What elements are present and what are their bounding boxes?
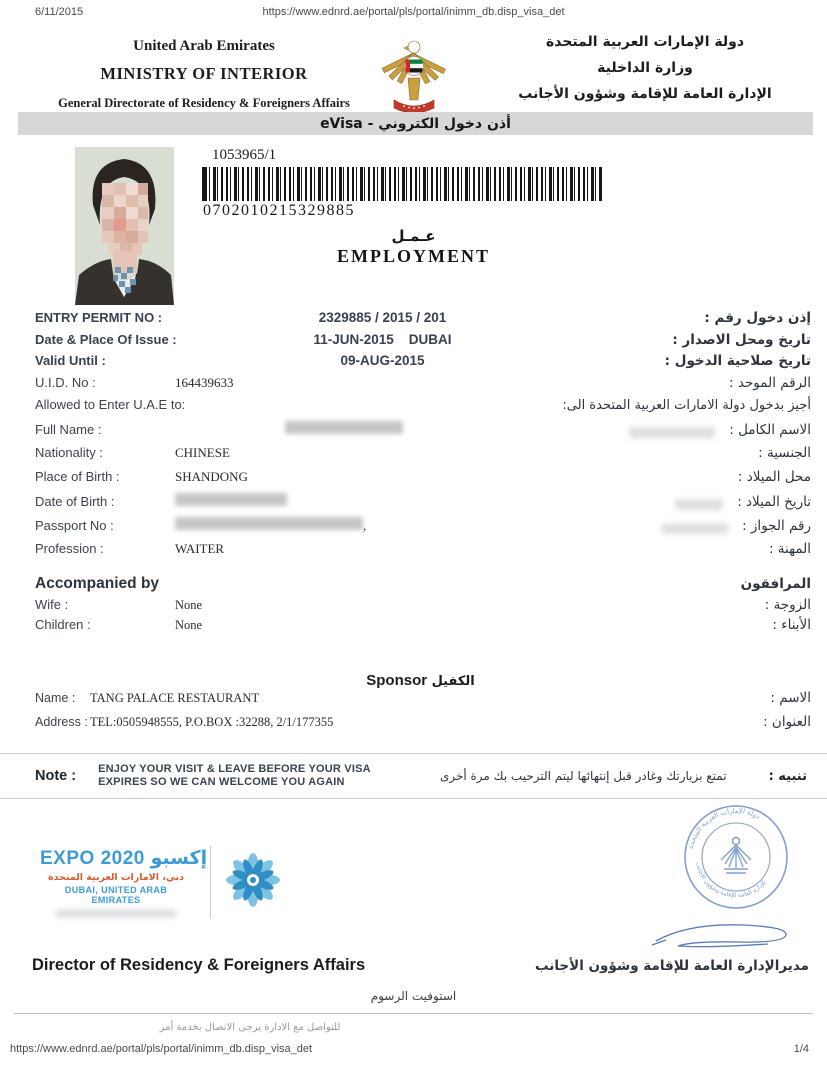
barcode (202, 167, 602, 201)
field-label-en: Address : (35, 715, 88, 729)
ministry-name-en: MINISTRY OF INTERIOR (100, 64, 308, 83)
field-uid-no (30, 375, 811, 397)
director-title-en: Director of Residency & Foreigners Affairs (32, 956, 366, 974)
expo-faded-line (56, 910, 176, 917)
field-label-en: Wife : (35, 596, 69, 612)
applicant-photo (75, 147, 174, 305)
field-sponsor-name (30, 690, 811, 714)
field-value: TANG PALACE RESTAURANT (90, 691, 260, 705)
note-label-ar: تنبيه : (768, 768, 807, 784)
country-name-en: United Arab Emirates (133, 38, 275, 54)
field-date-of-birth (30, 493, 811, 517)
fees-paid-text: استوفيت الرسوم (370, 989, 457, 1003)
directorate-name-en: General Directorate of Residency & Foreigners Affairs (58, 96, 350, 110)
field-value: CHINESE (175, 444, 230, 460)
field-label-ar: تاريخ الميلاد : (737, 493, 811, 510)
field-label-ar: إذن دخول رقم : (704, 310, 811, 326)
field-label-ar: تاريخ ومحل الاصدار : (672, 331, 811, 348)
field-label-ar: الاسم : (770, 690, 811, 706)
field-full-name (30, 421, 811, 445)
field-label-en: Place of Birth : (35, 468, 120, 484)
field-allowed-to-enter (30, 397, 811, 421)
field-label-ar: الرقم الموحد : (729, 374, 811, 391)
field-date-place-of-issue (30, 332, 811, 354)
field-profession (30, 541, 811, 565)
field-place-of-birth (30, 469, 811, 493)
field-label-en: Full Name : (35, 421, 102, 437)
field-label-en: Name : (35, 691, 76, 705)
field-entry-permit-no (30, 310, 811, 332)
sponsor-heading (30, 672, 811, 690)
accompanied-heading-en: Accompanied by (35, 574, 160, 592)
print-date: 6/11/2015 (35, 6, 84, 18)
field-children (30, 617, 811, 637)
field-value: None (175, 617, 203, 632)
director-title-ar: مديرالإدارة العامة للإقامة وشؤون الأجانب (535, 958, 809, 974)
field-label-en: U.I.D. No : (35, 374, 96, 390)
field-label-en: Passport No : (35, 517, 114, 533)
visa-fields (30, 310, 811, 637)
redacted-date-of-birth-ar (675, 499, 723, 510)
redacted-date-of-birth (175, 493, 287, 506)
print-url-bottom: https://www.ednrd.ae/portal/pls/portal/inimm_db.disp_visa_det (10, 1043, 313, 1055)
evisa-title: أذن دخول الكتروني - eVisa (320, 115, 511, 132)
print-url-top: https://www.ednrd.ae/portal/pls/portal/inimm_db.disp_visa_det (262, 6, 565, 18)
director-signoff (32, 956, 809, 975)
evisa-title-banner (18, 112, 813, 135)
expo-title: EXPO 2020 إكسبو (40, 848, 208, 869)
note-line-1: ENJOY YOUR VISIT & LEAVE BEFORE YOUR VISA (98, 763, 371, 775)
field-value: , (363, 517, 367, 533)
note-text-ar: تمتع بزيارتك وغادر قبل إنتهائها ليتم الترحيب بك مرة أخرى (439, 769, 727, 783)
redacted-passport-no (175, 517, 363, 530)
ministry-name-ar: وزارة الداخلية (597, 60, 693, 76)
field-label-ar: الأبناء : (772, 616, 811, 633)
accompanied-by-heading (30, 575, 811, 593)
svg-text:الإدارة العامة للإقامة وشؤون ا: الإدارة العامة للإقامة وشؤون الأجانب (694, 861, 768, 900)
directorate-name-ar: الإدارة العامة للإقامة وشؤون الأجانب (518, 86, 772, 102)
field-label-ar: الجنسية : (758, 444, 811, 461)
field-label-en: Profession : (35, 540, 104, 556)
note-section (0, 753, 827, 799)
field-value: 164439633 (175, 374, 234, 390)
expo-subtitle-en: DUBAI, UNITED ARAB EMIRATES (64, 885, 168, 905)
note-line-2: EXPIRES SO WE CAN WELCOME YOU AGAIN (98, 776, 345, 788)
field-value: None (175, 597, 203, 612)
field-nationality (30, 445, 811, 469)
note-text-en (98, 763, 398, 789)
uae-eagle-round-stamp-icon (680, 801, 792, 918)
field-value: TEL:0505948555, P.O.BOX :32288, 2/1/177355 (90, 715, 334, 729)
sponsor-heading-en: Sponsor (366, 672, 428, 689)
field-value: SHANDONG (175, 468, 248, 484)
field-value: 11-JUN-2015 DUBAI (313, 331, 452, 347)
field-label-en: ENTRY PERMIT NO : (35, 310, 163, 325)
svg-text:دولة الإمارات العربية المتحدة: دولة الإمارات العربية المتحدة (686, 806, 762, 850)
field-label-ar: محل الميلاد : (737, 468, 811, 485)
header-arabic (485, 34, 805, 112)
redacted-full-name-ar (629, 427, 715, 438)
field-label-ar: رقم الجواز : (742, 517, 811, 534)
uae-falcon-emblem-icon (377, 36, 451, 121)
field-value: 2329885 / 2015 / 201 (318, 310, 447, 325)
field-label-ar: أجيز بدخول دولة الامارات العربية المتحدة الى: (562, 397, 811, 413)
redacted-full-name (285, 421, 403, 434)
contact-note-ar: للتواصل مع الادارة يرجى الاتصال بخدمة أمر (159, 1022, 341, 1033)
field-label-en: Date & Place Of Issue : (35, 331, 177, 347)
field-sponsor-address (30, 714, 811, 738)
sponsor-section (30, 672, 811, 738)
field-passport-no (30, 517, 811, 541)
field-label-ar: الزوجة : (764, 596, 811, 613)
field-label-ar: الاسم الكامل : (729, 421, 811, 438)
expo-subtitle-ar: دبي، الامارات العربية المتحدة (48, 872, 184, 883)
footer-divider (14, 1013, 813, 1014)
field-value: 09-AUG-2015 (340, 353, 425, 368)
visa-type-arabic: عـمـل (391, 227, 436, 245)
field-label-ar: تاريخ صلاحية الدخول : (664, 353, 811, 369)
note-label-en: Note : (35, 768, 77, 784)
expo-divider (210, 846, 211, 918)
sponsor-heading-ar: الكفيل (431, 674, 475, 689)
expo-2020-logo (40, 846, 281, 918)
accompanied-heading-ar: المرافقون (740, 575, 811, 591)
expo2020-rosette-icon (225, 852, 281, 913)
country-name-ar: دولة الإمارات العربية المتحدة (545, 34, 745, 50)
visa-serial-number: 1053965/1 (212, 147, 277, 163)
field-valid-until (30, 353, 811, 375)
signature (648, 915, 798, 958)
field-label-ar: المهنة : (768, 540, 811, 557)
field-label-en: Valid Until : (35, 353, 106, 368)
field-wife (30, 597, 811, 617)
visa-type-english: EMPLOYMENT (337, 246, 490, 266)
field-label-en: Date of Birth : (35, 493, 115, 509)
field-label-en: Children : (35, 616, 91, 632)
header-english (28, 38, 380, 111)
expo-text-block (40, 847, 208, 917)
field-label-en: Nationality : (35, 444, 103, 460)
barcode-number: 0702010215329885 (203, 202, 355, 219)
field-value: WAITER (175, 540, 225, 556)
field-label-en: Allowed to Enter U.A.E to: (35, 396, 186, 412)
redacted-passport-no-ar (662, 523, 728, 534)
field-label-ar: العنوان : (763, 714, 811, 730)
page-indicator: 1/4 (793, 1043, 809, 1055)
